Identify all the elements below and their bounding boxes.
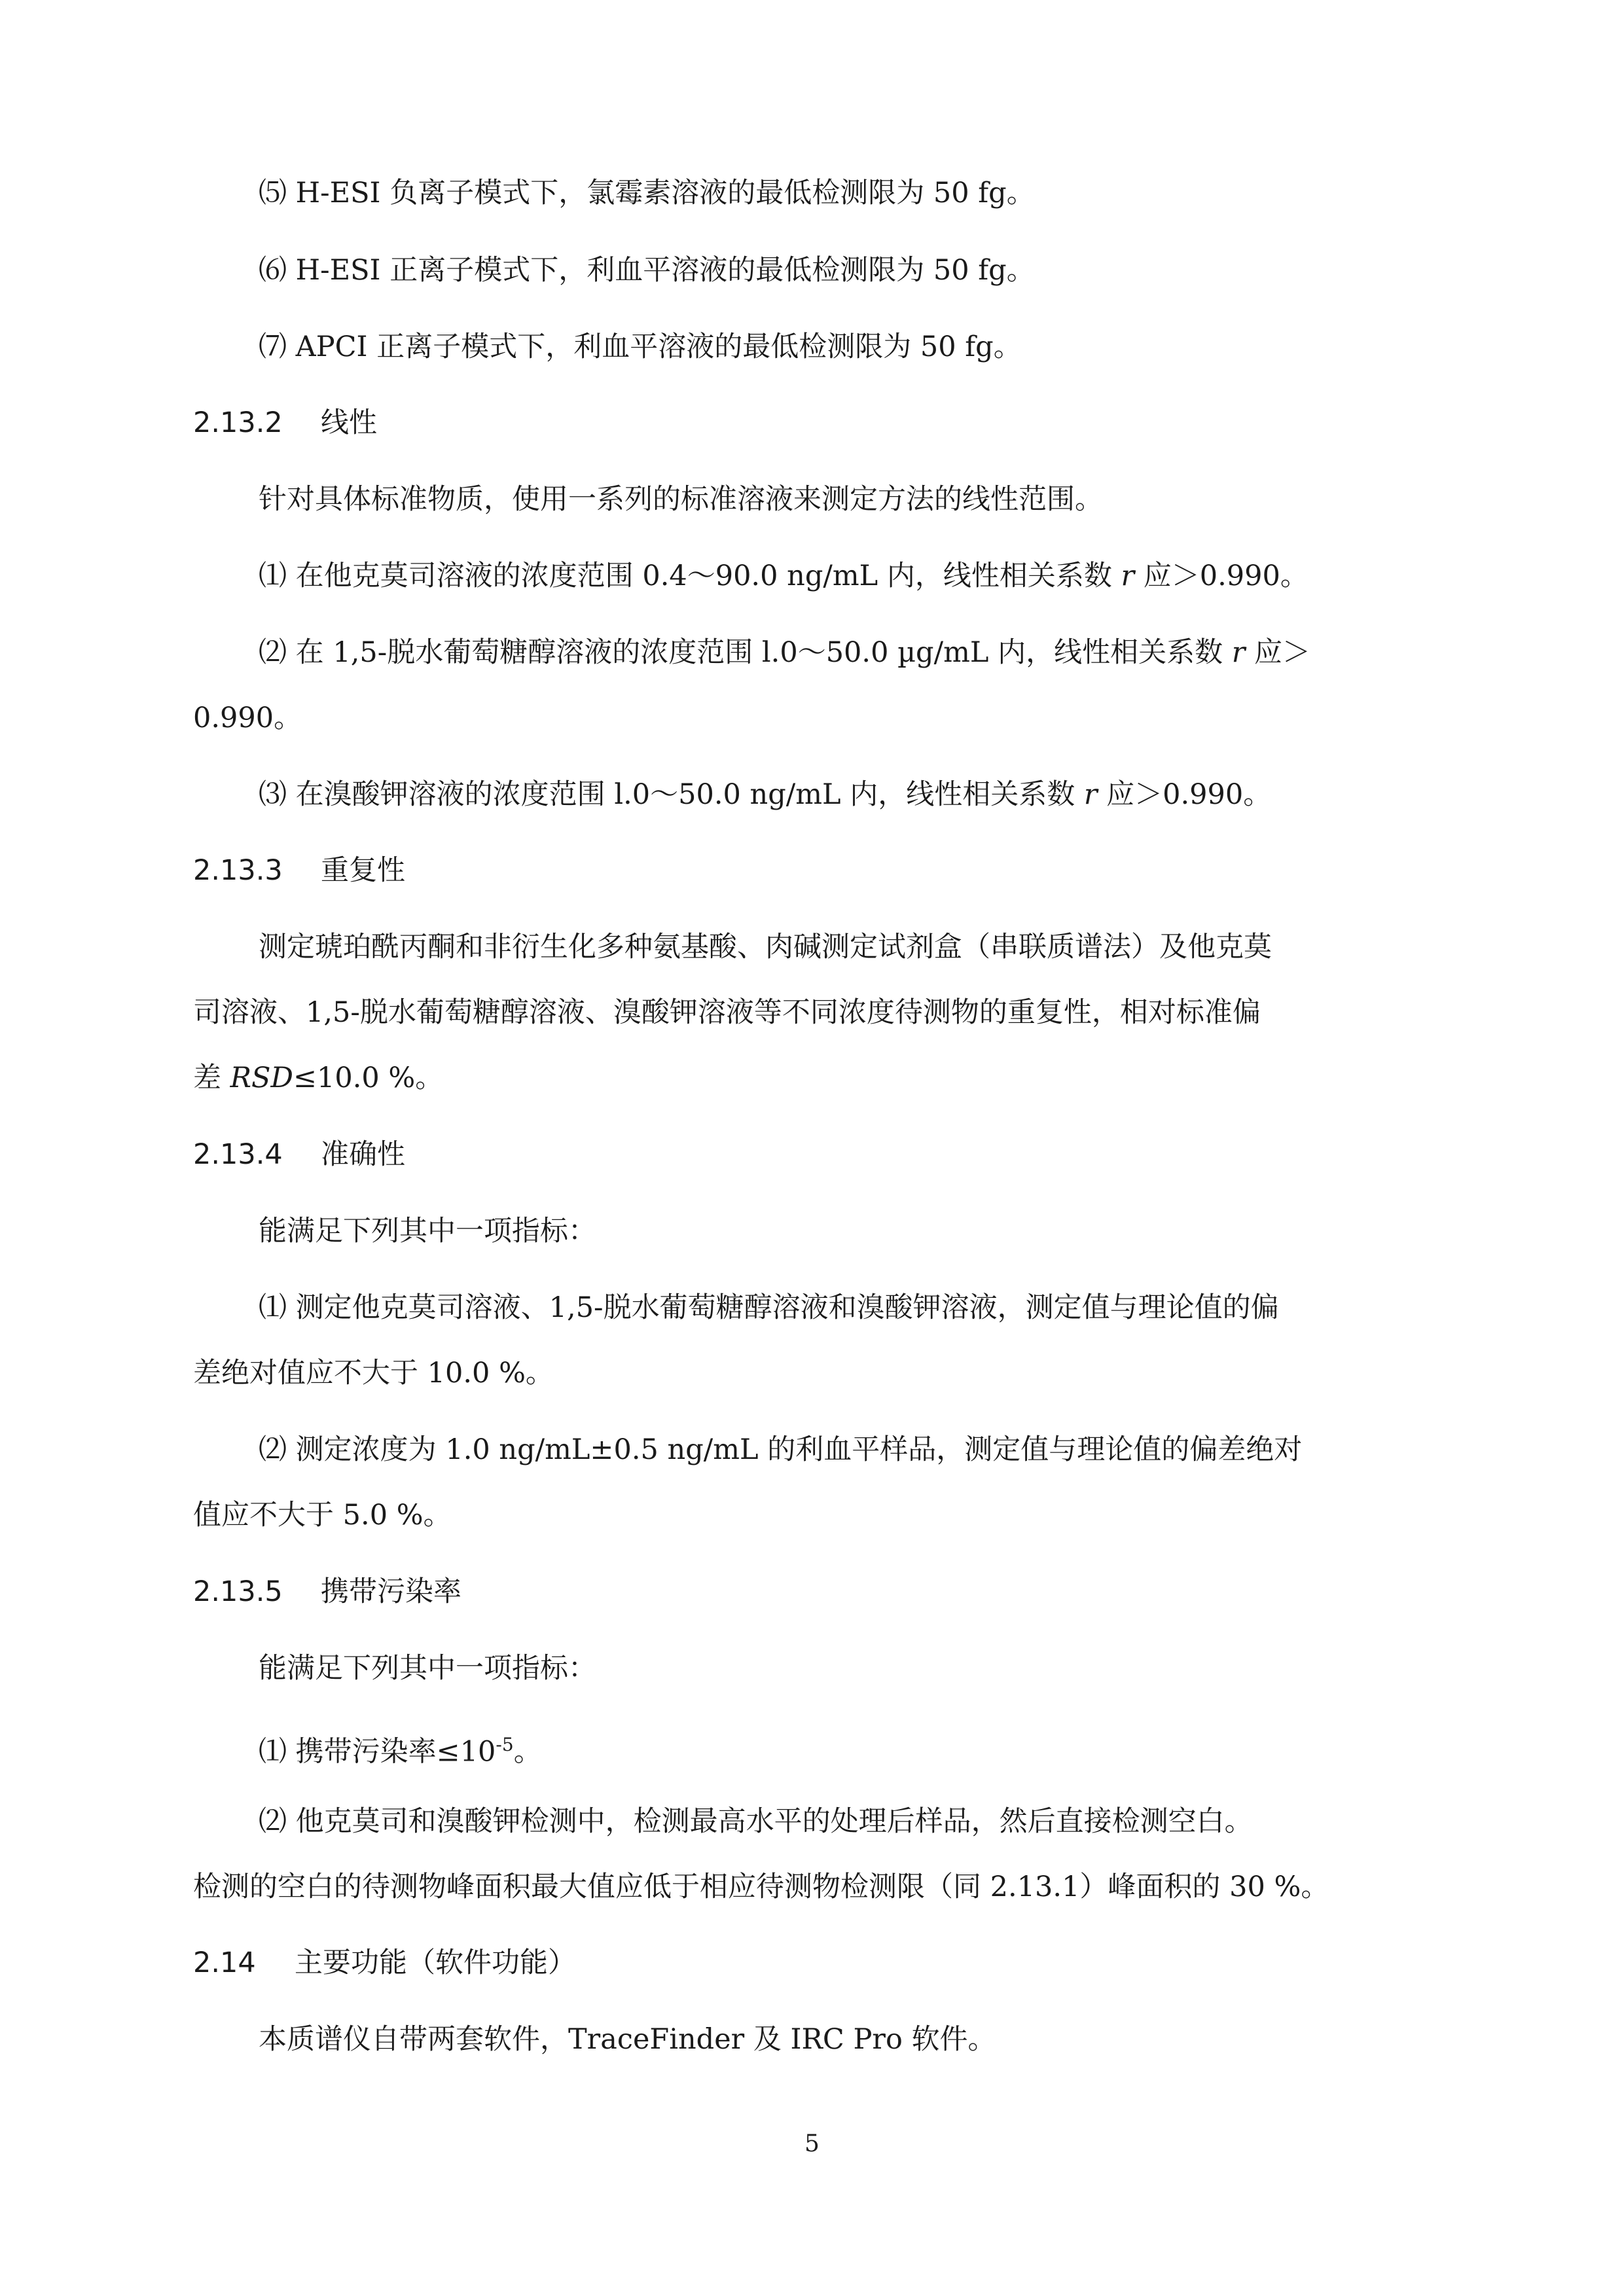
list-item	[0, 556, 1624, 596]
section-number: 2.13.3	[193, 854, 283, 887]
text-run: ⑵ 在 1,5-脱水葡萄糖醇溶液的浓度范围 l.0～50.0 µg/mL 内，线性相关系数	[259, 636, 1232, 669]
list-item-continuation: 0.990。	[193, 702, 302, 734]
section-title: 重复性	[321, 854, 405, 887]
variable-rsd: RSD	[230, 1062, 293, 1094]
paragraph-continuation: 司溶液、1,5-脱水葡萄糖醇溶液、溴酸钾溶液等不同浓度待测物的重复性，相对标准偏	[193, 996, 1261, 1029]
paragraph: 能满足下列其中一项指标：	[259, 1652, 596, 1685]
variable-r: r	[1231, 636, 1246, 669]
section-number: 2.13.5	[193, 1575, 283, 1608]
text-run: ≤10.0 %。	[293, 1062, 444, 1094]
text-run: 。	[513, 1735, 542, 1768]
section-heading-2-13-5	[0, 1572, 1624, 1611]
section-heading-2-13-2	[0, 403, 1624, 442]
list-item: ⑵ 他克莫司和溴酸钾检测中，检测最高水平的处理后样品，然后直接检测空白。	[259, 1805, 1253, 1838]
item-6: ⑹ H-ESI 正离子模式下，利血平溶液的最低检测限为 50 fg。	[259, 254, 1035, 287]
section-heading-2-13-4	[0, 1135, 1624, 1174]
text-run: ⑴ 在他克莫司溶液的浓度范围 0.4～90.0 ng/mL 内，线性相关系数	[259, 560, 1121, 592]
list-item: ⑴ 测定他克莫司溶液、1,5-脱水葡萄糖醇溶液和溴酸钾溶液，测定值与理论值的偏	[259, 1291, 1279, 1324]
paragraph: 本质谱仪自带两套软件，TraceFinder 及 IRC Pro 软件。	[259, 2023, 996, 2056]
list-item	[0, 1725, 1624, 1771]
text-run: ⑶ 在溴酸钾溶液的浓度范围 l.0～50.0 ng/mL 内，线性相关系数	[259, 778, 1084, 811]
variable-r: r	[1121, 560, 1135, 592]
section-number: 2.13.4	[193, 1138, 283, 1171]
text-run: 应＞	[1245, 636, 1310, 669]
section-title: 主要功能（软件功能）	[295, 1946, 576, 1979]
text-run: ⑴ 携带污染率≤10	[259, 1735, 496, 1768]
page-number: 5	[804, 2130, 820, 2157]
paragraph: 能满足下列其中一项指标：	[259, 1215, 596, 1247]
variable-r: r	[1083, 778, 1098, 811]
section-number: 2.13.2	[193, 406, 283, 439]
paragraph: 针对具体标准物质，使用一系列的标准溶液来测定方法的线性范围。	[259, 483, 1103, 516]
text-run: 应＞0.990。	[1134, 560, 1308, 592]
section-title: 线性	[321, 406, 377, 439]
list-item-continuation: 差绝对值应不大于 10.0 %。	[193, 1357, 554, 1390]
list-item	[0, 775, 1624, 814]
paragraph: 测定琥珀酰丙酮和非衍生化多种氨基酸、肉碱测定试剂盒（串联质谱法）及他克莫	[259, 931, 1272, 963]
text-run: 差	[193, 1062, 230, 1094]
list-item: ⑵ 测定浓度为 1.0 ng/mL±0.5 ng/mL 的利血平样品，测定值与理论值的偏差绝对	[259, 1433, 1303, 1466]
item-7: ⑺ APCI 正离子模式下，利血平溶液的最低检测限为 50 fg。	[259, 331, 1022, 363]
list-item-continuation: 检测的空白的待测物峰面积最大值应低于相应待测物检测限（同 2.13.1）峰面积的 30 %。	[193, 1871, 1329, 1903]
superscript-exponent: -5	[496, 1734, 514, 1755]
section-heading-2-13-3	[0, 851, 1624, 890]
section-number: 2.14	[193, 1946, 256, 1979]
paragraph-continuation	[0, 1058, 1624, 1098]
section-title: 携带污染率	[321, 1575, 461, 1608]
section-title: 准确性	[321, 1138, 405, 1171]
list-item	[0, 633, 1624, 672]
section-heading-2-14	[0, 1943, 1624, 1982]
list-item-continuation: 值应不大于 5.0 %。	[193, 1499, 452, 1532]
text-run: 应＞0.990。	[1097, 778, 1272, 811]
item-5: ⑸ H-ESI 负离子模式下，氯霉素溶液的最低检测限为 50 fg。	[259, 177, 1035, 209]
